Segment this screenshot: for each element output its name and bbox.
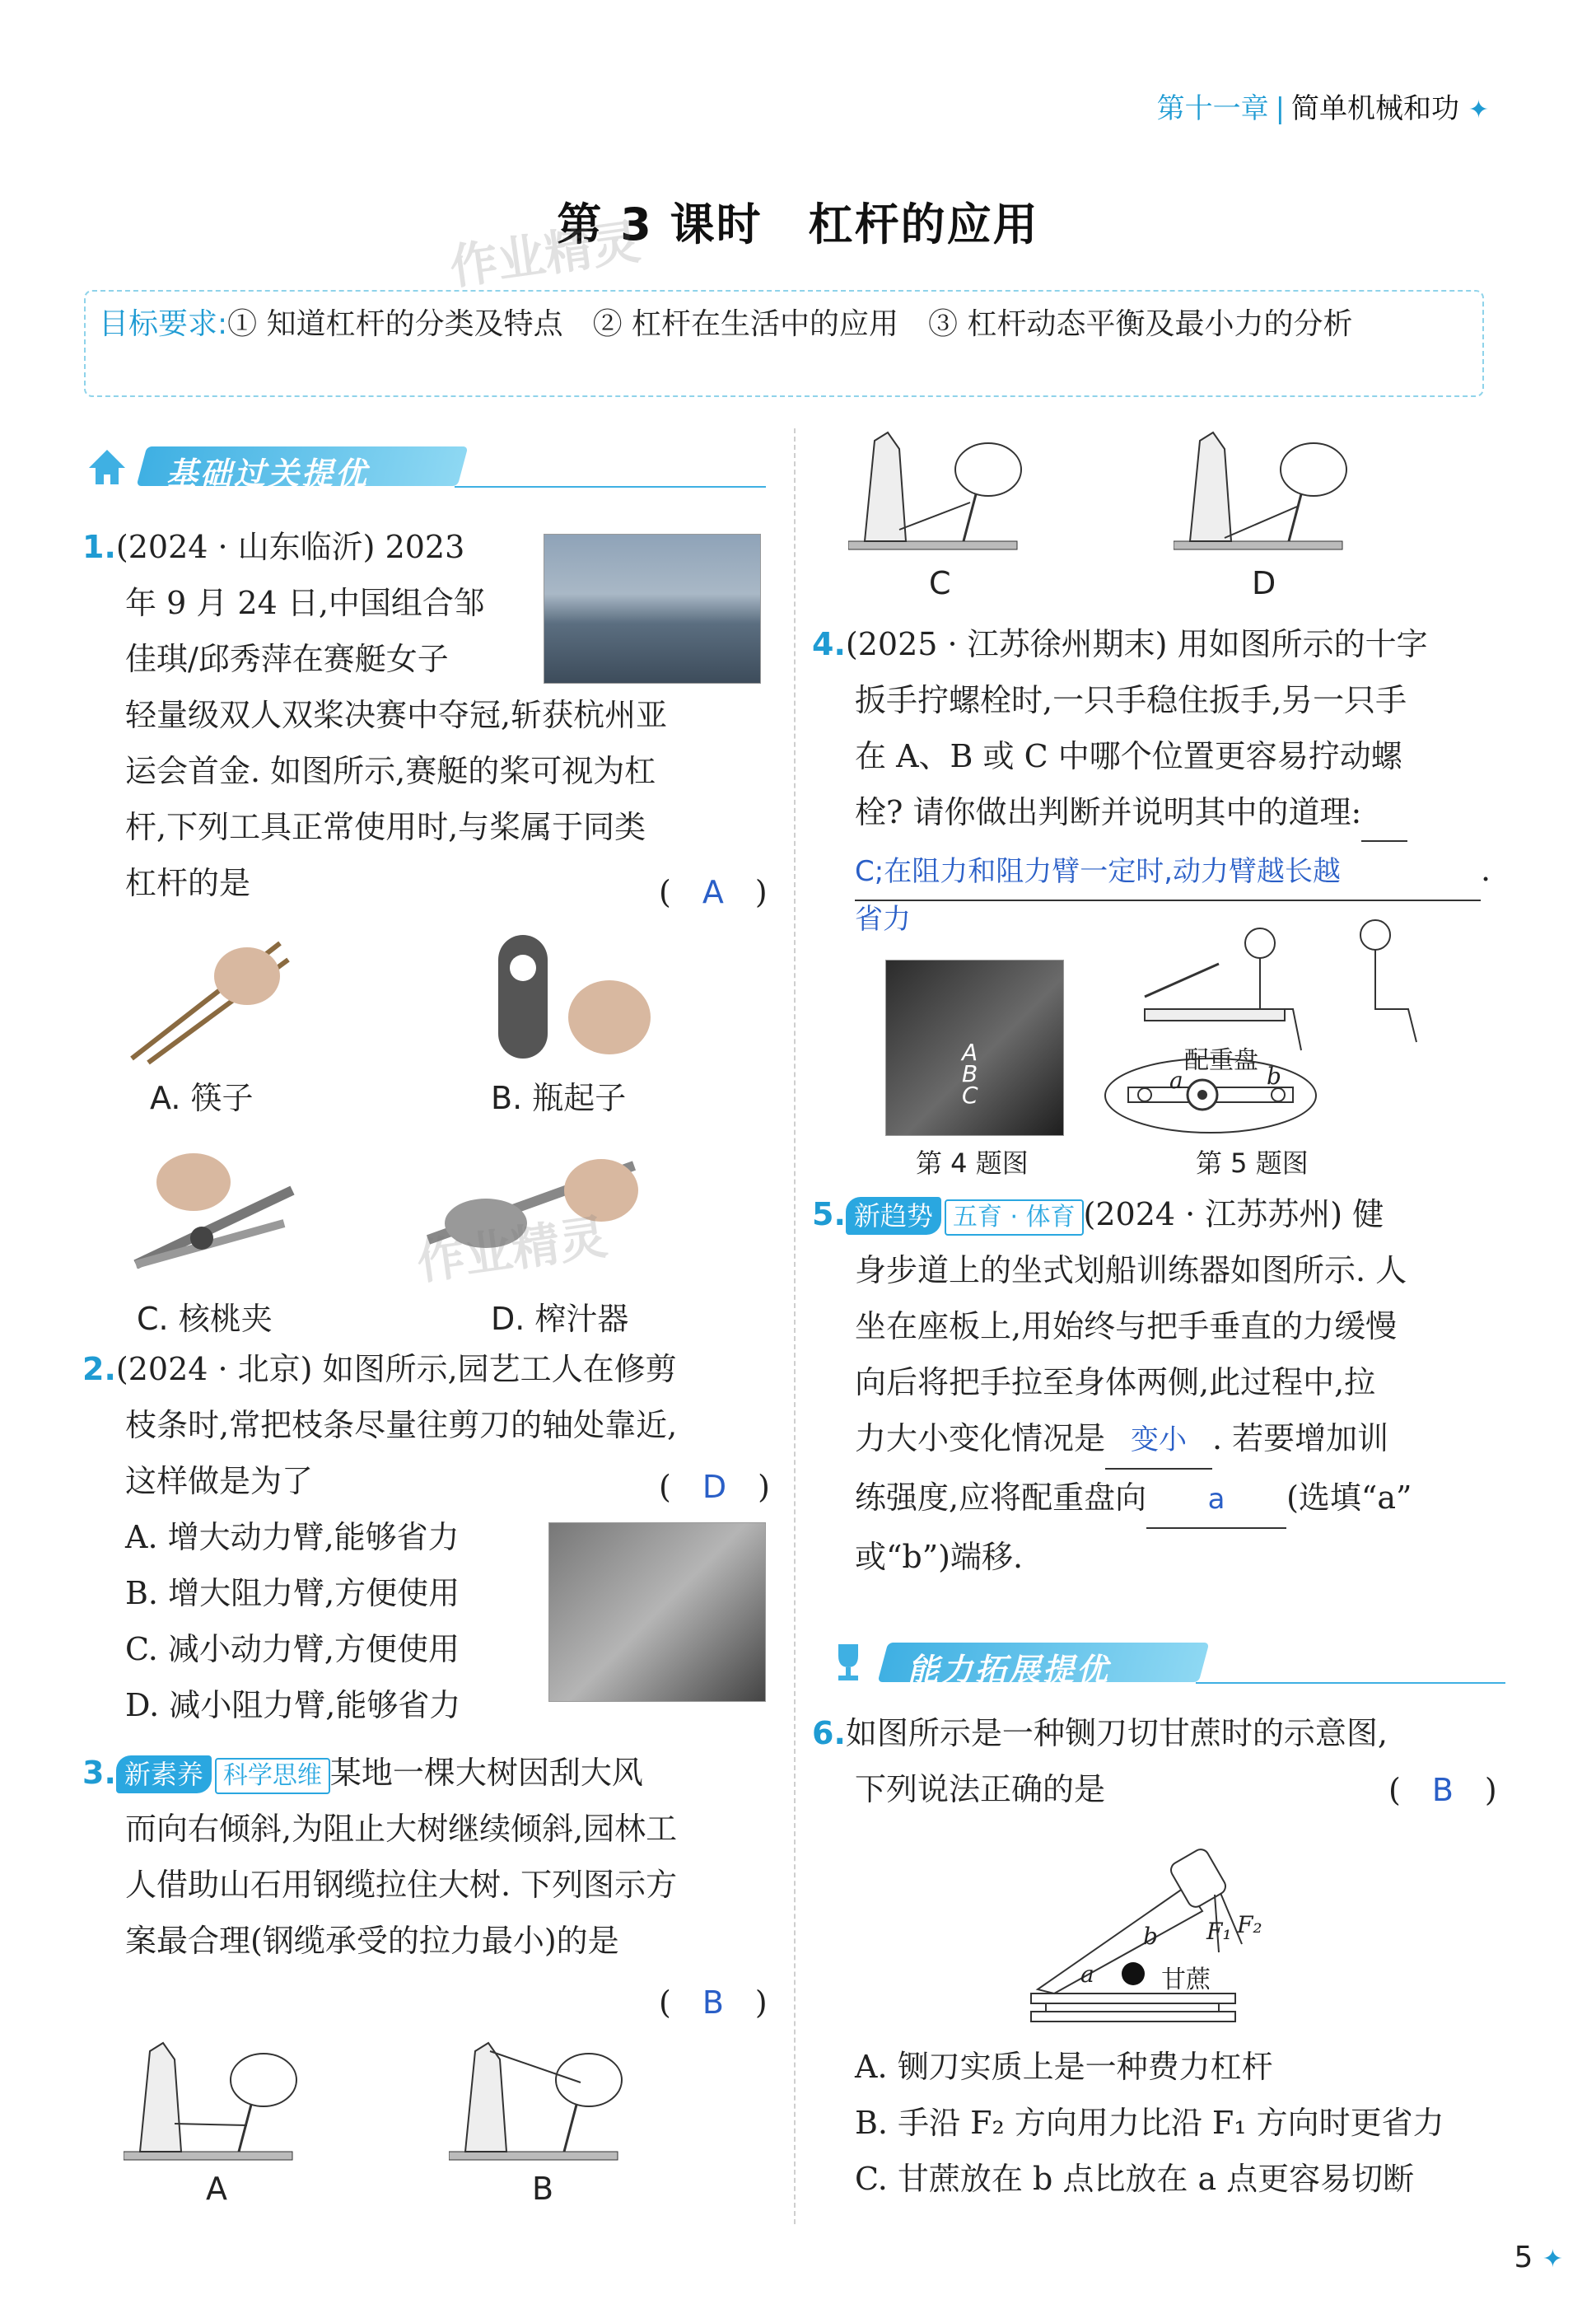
option-c: C. 核桃夹: [137, 1301, 273, 1337]
chapter-label: 第十一章: [1156, 92, 1269, 125]
q2-line: 这样做是为了: [125, 1463, 314, 1499]
q1-line: 轻量级双人双桨决赛中夺冠,斩获杭州亚: [125, 697, 668, 733]
page-title: 第 3 课时 杠杆的应用: [557, 199, 1039, 250]
q2-option: D. 减小阻力臂,能够省力: [125, 1687, 461, 1723]
point-b-label: b: [1267, 1063, 1281, 1090]
q4-answer-line2: 省力: [855, 903, 911, 936]
section-title: 能力拓展提优: [908, 1652, 1111, 1688]
q5-line: 练强度,应将配重盘向: [855, 1479, 1147, 1516]
question-number: 1.: [82, 529, 116, 565]
scheme-a-figure: [124, 2035, 301, 2166]
section-title: 基础过关提优: [166, 456, 370, 492]
q4-line: 栓? 请你做出判断并说明其中的道理:: [855, 794, 1362, 830]
watermark: 作业精灵: [413, 1208, 611, 1291]
q5-line: (选填“a”: [1286, 1479, 1412, 1516]
goals-label: 目标要求:: [99, 307, 228, 341]
q1-answer: A: [702, 874, 724, 910]
scheme-c-label: C: [929, 565, 951, 601]
q5-source: (2024 · 江苏苏州) 健: [1083, 1196, 1384, 1232]
label-a: A: [962, 1039, 978, 1066]
point-b-label: b: [1143, 1923, 1158, 1950]
wrench-labels: [962, 1039, 978, 1109]
chapter-header: [1157, 86, 1489, 126]
goals-text: ① 知道杠杆的分类及特点 ② 杠杆在生活中的应用 ③ 杠杆动态平衡及最小力的分析: [227, 307, 1353, 341]
q2-answer: D: [702, 1469, 727, 1505]
section-underline: [1196, 1682, 1505, 1684]
q3-line: 人借助山石用钢缆拉住大树. 下列图示方: [125, 1867, 678, 1903]
q6-options: [855, 2039, 1514, 2207]
q5-line: 力大小变化情况是: [855, 1420, 1106, 1456]
q2-option: A. 增大动力臂,能够省力: [125, 1519, 460, 1555]
counterweight-label: 配重盘: [1184, 1046, 1258, 1075]
question-number: 6.: [812, 1715, 846, 1751]
scheme-b-figure: [449, 2035, 626, 2166]
q4-line: 在 A、B 或 C 中哪个位置更容易拧动螺: [855, 738, 1402, 774]
nutcracker-image: [128, 1141, 313, 1281]
q5-line: 身步道上的坐式划船训练器如图所示. 人: [855, 1252, 1407, 1288]
new-literacy-tag: 新素养: [116, 1755, 212, 1793]
goals-box: [84, 290, 1484, 397]
scheme-d-label: D: [1252, 565, 1276, 601]
option-b: B. 瓶起子: [491, 1080, 627, 1116]
rowing-machine-figure: [1095, 902, 1425, 1141]
option-a: A. 筷子: [150, 1080, 254, 1116]
star-icon: ✦: [1542, 2245, 1563, 2274]
scheme-b-label: B: [532, 2171, 554, 2207]
q3-line: 某地一棵大树因刮大风: [329, 1755, 643, 1791]
question-number: 4.: [812, 626, 846, 662]
fig4-caption: 第 4 题图: [916, 1147, 1029, 1179]
question-number: 2.: [82, 1351, 116, 1387]
q3-line: 而向右倾斜,为阻止大树继续倾斜,园林工: [125, 1811, 678, 1847]
force-f2-label: F₂: [1237, 1911, 1262, 1938]
section-basic: [84, 443, 766, 492]
q1-line: (2024 · 山东临沂) 2023: [115, 529, 465, 565]
q3-answer-paren: ( B ): [659, 1984, 768, 2021]
fig5-caption: 第 5 题图: [1196, 1147, 1309, 1179]
point-a-label: a: [1080, 1961, 1094, 1988]
q6-option-a: A. 铡刀实质上是一种费力杠杆: [855, 2049, 1273, 2085]
label-c: C: [962, 1082, 978, 1109]
q4-blank: [1361, 784, 1407, 842]
scheme-c-figure: [848, 424, 1025, 556]
house-icon: [84, 443, 130, 489]
sports-tag: 五育 · 体育: [945, 1199, 1084, 1236]
q6-option-b: B. 手沿 F₂ 方向用力比沿 F₁ 方向时更省力: [855, 2105, 1444, 2141]
watermark: 作业精灵: [446, 213, 644, 296]
option-d: D. 榨汁器: [491, 1301, 629, 1337]
chapter-topic: 简单机械和功: [1291, 92, 1460, 125]
q3-line: 案最合理(钢缆承受的拉力最小)的是: [125, 1923, 619, 1959]
column-divider: [794, 428, 796, 2224]
q6-option-c: C. 甘蔗放在 b 点比放在 a 点更容易切断: [855, 2161, 1415, 2197]
pruning-shears-photo: [548, 1522, 766, 1702]
q2-line: 枝条时,常把枝条尽量往剪刀的轴处靠近,: [125, 1407, 678, 1443]
point-a-label: a: [1169, 1067, 1183, 1094]
q3-answer: B: [702, 1984, 724, 2021]
question-number: 3.: [82, 1755, 116, 1791]
q1-line: 杆,下列工具正常使用时,与桨属于同类: [125, 809, 646, 845]
q5-line: 坐在座板上,用始终与把手垂直的力缓慢: [855, 1308, 1398, 1344]
q1-line: 杠杆的是: [125, 865, 251, 901]
question-5: [812, 1186, 1496, 1585]
q4-answer-line1: C;在阻力和阻力臂一定时,动力臂越长越: [855, 844, 1481, 901]
q2-answer-paren: ( D ): [659, 1469, 770, 1505]
section-advanced: [825, 1639, 1505, 1688]
q5-line: . 若要增加训: [1212, 1420, 1389, 1456]
q1-answer-paren: ( A ): [659, 874, 768, 910]
q5-answer-2: a: [1146, 1471, 1286, 1529]
q2-option: B. 增大阻力臂,方便使用: [125, 1575, 460, 1611]
q1-line: 佳琪/邱秀萍在赛艇女子: [125, 641, 449, 677]
q1-line: 运会首金. 如图所示,赛艇的桨可视为杠: [125, 753, 656, 789]
page-number: [1514, 2241, 1564, 2274]
q6-answer: B: [1431, 1772, 1454, 1808]
trophy-icon: [825, 1639, 871, 1685]
bottle-opener-image: [486, 927, 659, 1067]
q2-option: C. 减小动力臂,方便使用: [125, 1631, 460, 1667]
force-f1-label: F₁: [1206, 1918, 1232, 1945]
section-underline: [455, 486, 766, 488]
science-thinking-tag: 科学思维: [215, 1758, 330, 1794]
q5-line: 向后将把手拉至身体两侧,此过程中,拉: [855, 1364, 1376, 1400]
q6-line: 下列说法正确的是: [855, 1771, 1106, 1807]
q4-line: (2025 · 江苏徐州期末) 用如图所示的十字: [845, 626, 1428, 662]
chopsticks-image: [124, 927, 301, 1067]
q6-answer-paren: ( B ): [1388, 1772, 1497, 1808]
q6-line: 如图所示是一种铡刀切甘蔗时的示意图,: [845, 1715, 1388, 1751]
label-b: B: [962, 1060, 978, 1087]
q4-line: 扳手拧螺栓时,一只手稳住扳手,另一只手: [855, 682, 1407, 718]
scheme-a-label: A: [206, 2171, 227, 2207]
q5-answer-1: 变小: [1105, 1412, 1212, 1470]
scheme-d-figure: [1174, 424, 1351, 556]
q5-line: 或“b”)端移.: [855, 1539, 1024, 1575]
star-icon: ✦: [1468, 96, 1489, 124]
q1-line: 年 9 月 24 日,中国组合邹: [125, 585, 485, 621]
sugarcane-label: 甘蔗: [1161, 1965, 1211, 1994]
question-number: 5.: [812, 1196, 846, 1232]
question-4: 4.(2025 · 江苏徐州期末) 用如图所示的十字 扳手拧螺栓时,一只手稳住扳手,另一只手 在 A、B 或 C 中哪个位置更容易拧动螺 栓? 请你做出判断并说明其中的道理: C;在阻力和阻力臂一定时,动力臂越长越 . 省力: [812, 626, 1491, 936]
new-trend-tag: 新趋势: [846, 1197, 941, 1235]
header-separator: |: [1275, 92, 1286, 125]
rowing-photo: [544, 534, 761, 684]
question-3: [82, 1745, 766, 1969]
page-number-value: 5: [1514, 2241, 1533, 2274]
q2-line: (2024 · 北京) 如图所示,园艺工人在修剪: [115, 1351, 677, 1387]
